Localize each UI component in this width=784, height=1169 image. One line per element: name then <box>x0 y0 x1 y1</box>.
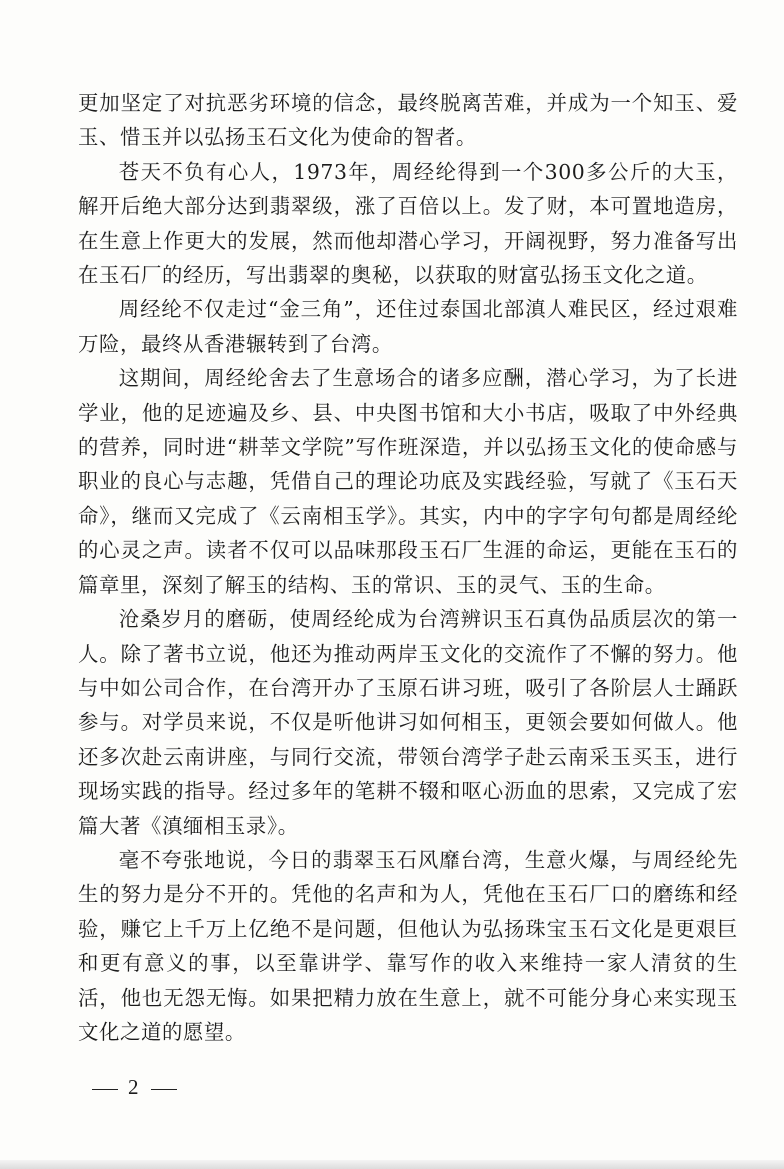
paragraph-continued: 更加坚定了对抗恶劣环境的信念，最终脱离苦难，并成为一个知玉、爱玉、惜玉并以弘扬玉石文化为使命的智者。 <box>78 91 738 150</box>
body-text <box>78 86 738 1049</box>
paragraph: 毫不夸张地说，今日的翡翠玉石风靡台湾，生意火爆，与周经纶先生的努力是分不开的。凭他的名声和为人，凭他在玉石厂口的磨练和经验，赚它上千万上亿绝不是问题，但他认为弘扬珠宝玉石文化是更艰巨和更有意义的事，以至靠讲学、靠写作的收入来维持一家人清贫的生活，他也无怨无悔。如果把精力放在生意上，就不可能分身心来实现玉文化之道的愿望。 <box>78 847 738 1044</box>
scan-bottom-edge <box>0 1160 784 1169</box>
paragraph: 沧桑岁月的磨砺，使周经纶成为台湾辨识玉石真伪品质层次的第一人。除了著书立说，他还为推动两岸玉文化的交流作了不懈的努力。他与中如公司合作，在台湾开办了玉原石讲习班，吸引了各阶层人士踊跃参与。对学员来说，不仅是听他讲习如何相玉，更领会要如何做人。他还多次赴云南讲座，与同行交流，带领台湾学子赴云南采玉买玉，进行现场实践的指导。经过多年的笔耕不辍和呕心沥血的思索，又完成了宏篇大著《滇缅相玉录》。 <box>78 607 738 838</box>
footer-dash-left <box>92 1089 118 1090</box>
page-footer <box>92 1075 177 1100</box>
paragraph: 苍天不负有心人，1973年，周经纶得到一个300多公斤的大玉，解开后绝大部分达到翡翠级，涨了百倍以上。发了财，本可置地造房，在生意上作更大的发展，然而他却潜心学习，开阔视野，努力准备写出在玉石厂的经历，写出翡翠的奥秘，以获取的财富弘扬玉文化之道。 <box>78 159 738 288</box>
paragraph: 这期间，周经纶舍去了生意场合的诸多应酬，潜心学习，为了长进学业，他的足迹遍及乡、县、中央图书馆和大小书店，吸取了中外经典的营养，同时进“耕莘文学院”写作班深造，并以弘扬玉文化的使命感与职业的良心与志趣，凭借自己的理论功底及实践经验，写就了《玉石天命》，继而又完成了《云南相玉学》。其实，内中的字字句句都是周经纶的心灵之声。读者不仅可以品味那段玉石厂生涯的命运，更能在玉石的篇章里，深刻了解玉的结构、玉的常识、玉的灵气、玉的生命。 <box>78 366 738 597</box>
footer-dash-right <box>151 1089 177 1090</box>
page-number: 2 <box>128 1075 141 1099</box>
paragraph: 周经纶不仅走过“金三角”，还住过泰国北部滇人难民区，经过艰难万险，最终从香港辗转到了台湾。 <box>78 297 738 356</box>
